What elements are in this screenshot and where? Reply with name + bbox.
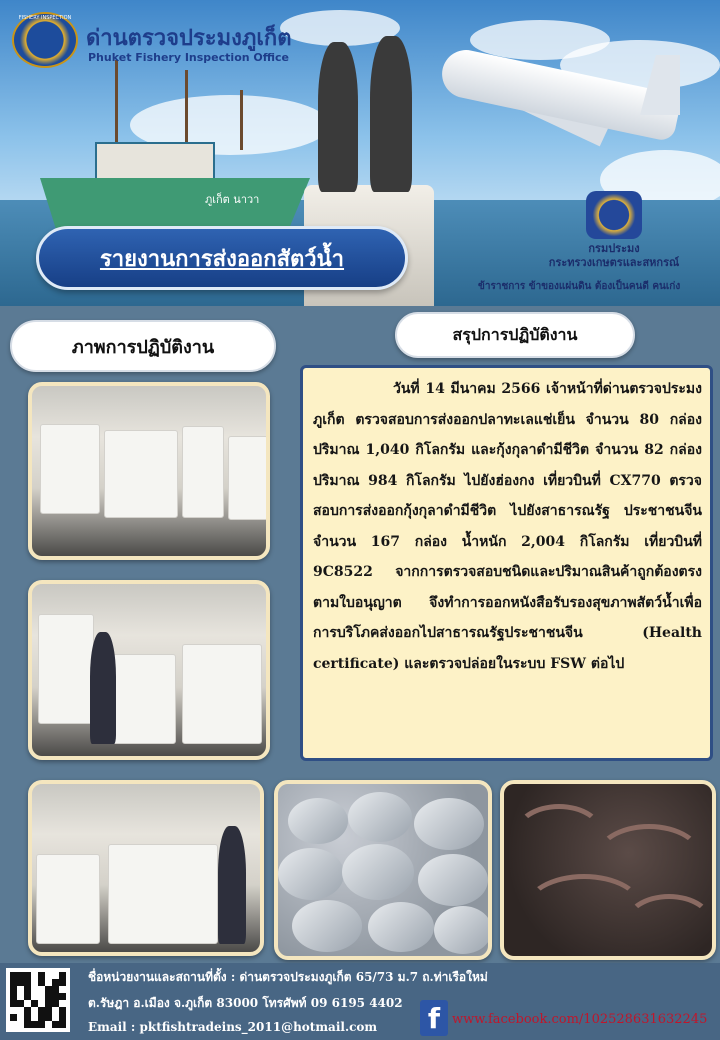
- operations-summary-heading: สรุปการปฏิบัติงาน: [395, 312, 635, 358]
- report-title: รายงานการส่งออกสัตว์น้ำ: [99, 246, 345, 272]
- header-banner: [0, 0, 720, 306]
- footer-address-line-1: ชื่อหน่วยงานและสถานที่ตั้ง : ด่านตรวจประมงภูเก็ต 65/73 ม.7 ถ.ท่าเรือใหม่: [88, 970, 488, 984]
- footer-email[interactable]: Email : pktfishtradeins_2011@hotmail.com: [88, 1020, 378, 1034]
- photo-officer-inspecting-boxes: [28, 580, 270, 760]
- footer-address-line-2: ต.รัษฎา อ.เมือง จ.ภูเก็ต 83000 โทรศัพท์ 09 6195 4402: [88, 996, 403, 1010]
- photo-chilled-pomfret-fish: [274, 780, 492, 960]
- report-title-badge: [36, 226, 408, 290]
- department-slogan: ข้าราชการ ข้าของแผ่นดิน ต้องเป็นคนดี คนเก่ง: [478, 281, 681, 292]
- fishing-boat-image: [40, 178, 310, 230]
- photo-live-black-tiger-shrimp: [500, 780, 716, 960]
- department-seal: [586, 191, 642, 239]
- operations-summary-text: วันที่ 14 มีนาคม 2566 เจ้าหน้าที่ด่านตรวจประมงภูเก็ต ตรวจสอบการส่งออกปลาทะเลแช่เย็น จำนวน 80 กล่อง ปริมาณ 1,040 กิโลกรัม และกุ้งกุลาดำมีชีวิต จำนวน 82 กล่อง ปริมาณ 984 กิโลกรัม ไปยังฮ่องกง เที่ยวบินที่ CX770 ตรวจสอบการส่งออกกุ้งกุลาดำมีชีวิต ไปยังสาธารณรัฐ ประชาชนจีน จำนวน 167 กล่อง น้ำหนัก 2,004 กิโลกรัม เที่ยวบินที่ 9C8522 จากการตรวจสอบชนิดและปริมาณสินค้าถูกต้องตรงตามใบอนุญาต จึงทำการออกหนังสือรับรองสุขภาพสัตว์น้ำเพื่อการบริโภคส่งออกไปสาธารณรัฐประชาชนจีน (Health certificate) และตรวจปล่อยในระบบ FSW ต่อไป: [313, 381, 702, 672]
- operations-summary-box: [300, 365, 713, 761]
- boat-cabin: [95, 142, 215, 182]
- photo-foam-boxes-warehouse: [28, 382, 270, 560]
- office-name-th: ด่านตรวจประมงภูเก็ต: [86, 26, 292, 51]
- facebook-link[interactable]: www.facebook.com/102528631632245: [452, 1012, 708, 1027]
- office-name-en: Phuket Fishery Inspection Office: [88, 51, 290, 64]
- operations-photos-heading: ภาพการปฏิบัติงาน: [10, 320, 276, 372]
- fishery-inspection-emblem: FISHERY INSPECTION: [12, 12, 78, 68]
- boat-name: ภูเก็ต นาวา: [205, 193, 260, 206]
- facebook-icon[interactable]: f: [420, 1000, 448, 1036]
- qr-code[interactable]: [6, 968, 70, 1032]
- department-name: กรมประมง กระทรวงเกษตรและสหกรณ์: [548, 242, 680, 269]
- photo-officers-with-shipment: [28, 780, 264, 956]
